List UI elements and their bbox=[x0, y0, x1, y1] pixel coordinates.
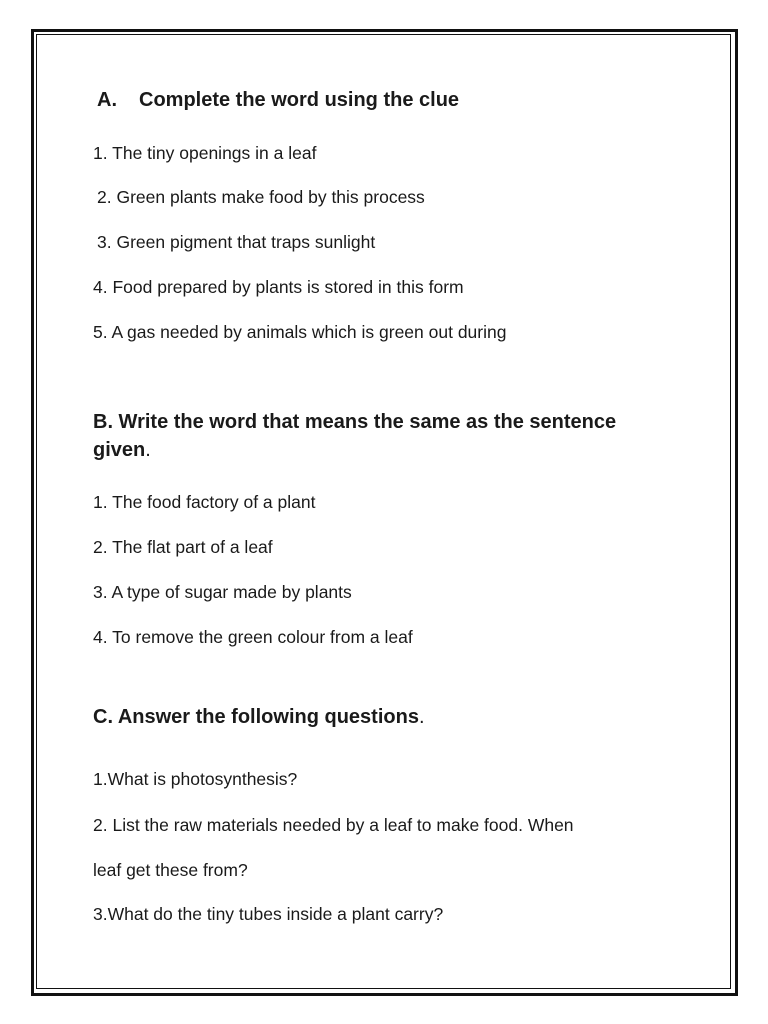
section-b-item-3: 3. A type of sugar made by plants bbox=[93, 582, 352, 602]
section-b-item-2: 2. The flat part of a leaf bbox=[93, 537, 273, 557]
section-a-title: Complete the word using the clue bbox=[139, 89, 460, 111]
section-b-item-1: 1. The food factory of a plant bbox=[93, 492, 316, 512]
section-b-heading bbox=[93, 408, 653, 464]
section-a-item-2: 2. Green plants make food by this process bbox=[97, 187, 425, 207]
section-a-item-1: 1. The tiny openings in a leaf bbox=[93, 143, 317, 163]
section-a-item-3: 3. Green pigment that traps sunlight bbox=[97, 232, 376, 252]
section-c-item-2: 2. List the raw materials needed by a leaf to make food. When bbox=[93, 815, 574, 835]
section-a-item-4: 4. Food prepared by plants is stored in this form bbox=[93, 277, 464, 297]
section-c-title: C. Answer the following questions bbox=[93, 706, 419, 728]
section-b-title-period: . bbox=[145, 439, 151, 461]
section-c-item-1: 1.What is photosynthesis? bbox=[93, 769, 298, 789]
section-c-item-2-continued: leaf get these from? bbox=[93, 860, 248, 880]
section-b-title: B. Write the word that means the same as the sentence given bbox=[93, 411, 617, 461]
section-a-heading bbox=[97, 86, 459, 114]
section-c-item-3: 3.What do the tiny tubes inside a plant carry? bbox=[93, 904, 444, 924]
section-c-title-period: . bbox=[418, 706, 425, 728]
section-a-letter: A. bbox=[97, 89, 117, 111]
section-a-item-5: 5. A gas needed by animals which is green out during bbox=[93, 322, 507, 342]
section-b-item-4: 4. To remove the green colour from a leaf bbox=[93, 627, 413, 647]
section-c-heading bbox=[93, 703, 425, 731]
